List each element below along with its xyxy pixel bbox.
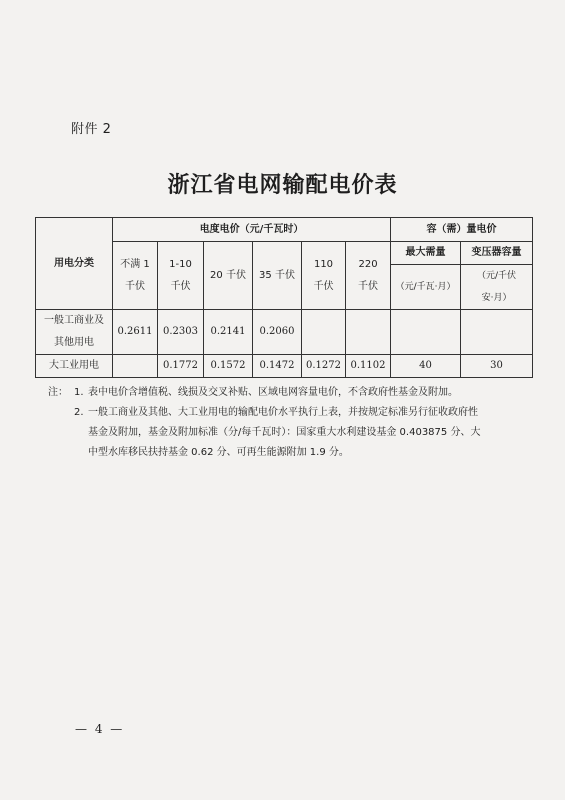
tariff-table	[35, 217, 533, 378]
transformer-unit-line1: （元/千伏	[477, 271, 517, 281]
max-demand-cell: 40	[391, 355, 461, 378]
voltage-label-line1: 220	[358, 258, 378, 270]
note-item	[48, 403, 528, 463]
header-category: 用电分类	[36, 218, 113, 310]
note-text-line: 中型水库移民扶持基金 0.62 分、可再生能源附加 1.9 分。	[88, 447, 349, 458]
note-number: 2.	[74, 407, 84, 418]
row-category-line2: 其他用电	[54, 337, 94, 348]
notes-label: 注：	[48, 387, 68, 398]
transformer-cell	[461, 310, 533, 355]
price-cell: 0.1472	[253, 355, 302, 378]
price-cell: 0.2611	[113, 310, 158, 355]
header-max-demand: 最大需量	[391, 242, 461, 265]
voltage-label-line2: 千伏	[125, 280, 145, 292]
voltage-label-line1: 1-10	[169, 258, 192, 270]
row-category-line1: 一般工商业及	[44, 315, 104, 326]
transformer-unit	[461, 265, 533, 310]
voltage-label-line2: 千伏	[170, 280, 191, 292]
transformer-unit-line2: 安·月）	[481, 293, 512, 303]
table-row	[36, 310, 533, 355]
row-category: 大工业用电	[36, 355, 113, 378]
price-cell: 0.1102	[346, 355, 391, 378]
header-voltage-1-10kv	[158, 242, 204, 310]
voltage-label-line1: 不满 1	[120, 258, 150, 270]
note-text: 表中电价含增值税、线损及交叉补贴、区域电网容量电价，不含政府性基金及附加。	[88, 387, 458, 398]
header-voltage-110kv	[302, 242, 346, 310]
header-transformer-capacity: 变压器容量	[461, 242, 533, 265]
max-demand-unit: （元/千瓦·月）	[391, 265, 461, 310]
note-item	[48, 383, 528, 403]
transformer-cell: 30	[461, 355, 533, 378]
voltage-label-line2: 千伏	[313, 280, 334, 292]
voltage-label-line1: 110	[313, 258, 334, 270]
row-category	[36, 310, 113, 355]
price-cell	[302, 310, 346, 355]
price-cell: 0.1272	[302, 355, 346, 378]
price-cell: 0.1772	[158, 355, 204, 378]
voltage-label-line2: 千伏	[358, 280, 379, 292]
price-cell	[346, 310, 391, 355]
header-capacity-price: 容（需）量电价	[391, 218, 533, 242]
price-cell	[113, 355, 158, 378]
note-text-line: 一般工商业及其他、大工业用电的输配电价水平执行上表，并按规定标准另行征收政府性	[88, 407, 478, 418]
header-voltage-35kv: 35 千伏	[253, 242, 302, 310]
header-voltage-lt1kv	[113, 242, 158, 310]
page-title: 浙江省电网输配电价表	[167, 173, 398, 198]
attachment-label: 附件 2	[71, 122, 112, 137]
note-text	[88, 403, 528, 463]
header-voltage-20kv: 20 千伏	[204, 242, 253, 310]
price-cell: 0.2060	[253, 310, 302, 355]
max-demand-cell	[391, 310, 461, 355]
note-text-line: 基金及附加，基金及附加标准（分/每千瓦时）：国家重大水利建设基金 0.403875 分、大	[88, 427, 481, 438]
table-row	[36, 355, 533, 378]
price-cell: 0.2141	[204, 310, 253, 355]
notes-section	[48, 383, 528, 463]
header-voltage-220kv	[346, 242, 391, 310]
note-number: 1.	[74, 387, 84, 398]
price-cell: 0.2303	[158, 310, 204, 355]
price-cell: 0.1572	[204, 355, 253, 378]
page-number: — 4 —	[75, 722, 125, 736]
header-energy-price: 电度电价（元/千瓦时）	[113, 218, 391, 242]
